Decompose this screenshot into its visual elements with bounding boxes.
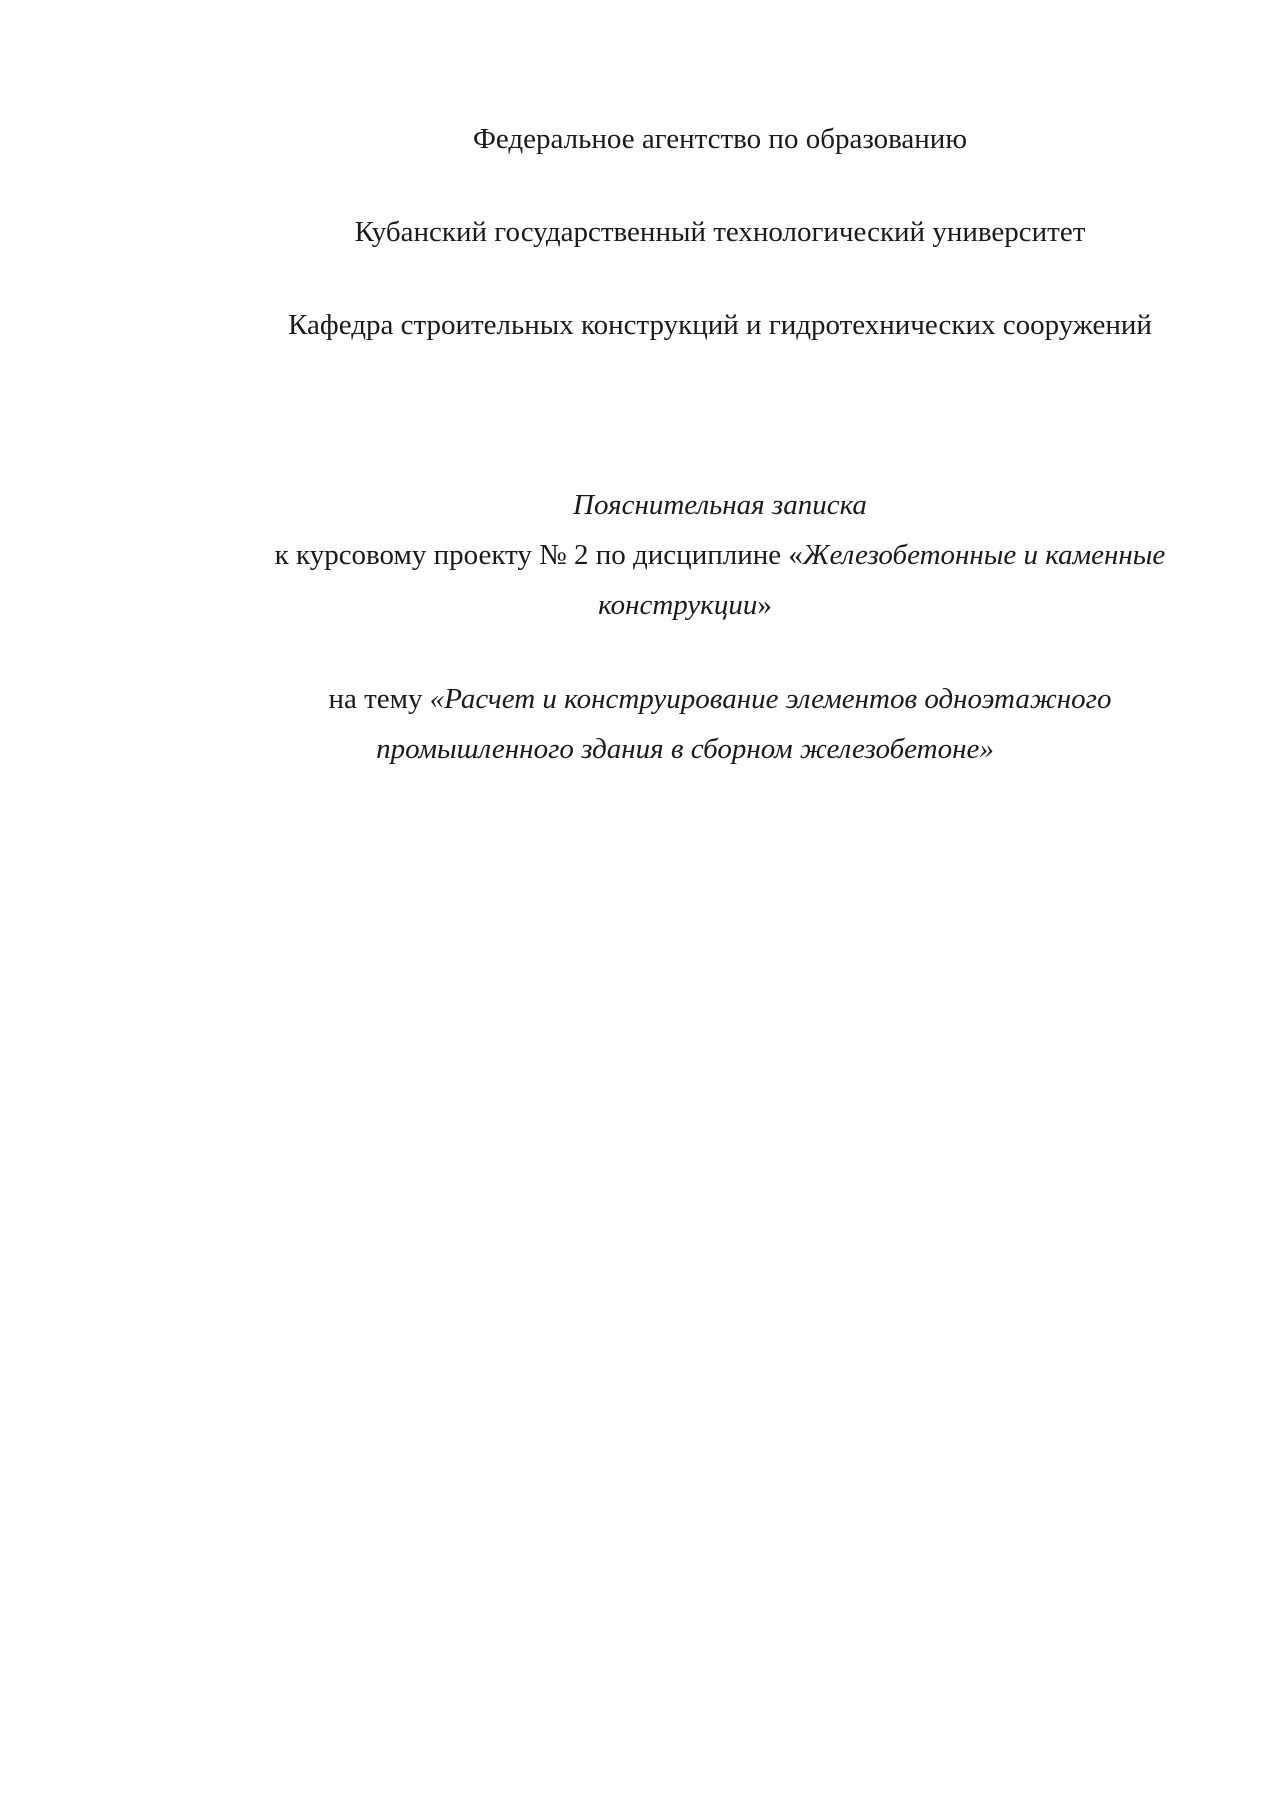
discipline-continuation — [0, 585, 1280, 625]
university-name: Кубанский государственный технологический университет — [354, 216, 1086, 248]
document-type: Пояснительная записка — [573, 489, 867, 521]
discipline-name-part2: конструкции — [598, 589, 758, 621]
discipline-name-part1: Железобетонные и каменные — [802, 539, 1166, 571]
project-line — [160, 535, 1280, 575]
topic-line — [0, 679, 1280, 719]
department-name: Кафедра строительных конструкций и гидротехнических сооружений — [288, 309, 1152, 341]
topic-prefix: на тему — [328, 683, 430, 715]
discipline-close-quote: » — [757, 589, 772, 621]
project-prefix: к курсовому проекту № 2 по дисциплине « — [274, 539, 803, 571]
agency-name: Федеральное агентство по образованию — [472, 123, 967, 155]
topic-title-part1: «Расчет и конструирование элементов одноэтажного — [429, 683, 1112, 715]
topic-title-part2: промышленного здания в сборном железобетоне» — [376, 733, 994, 765]
